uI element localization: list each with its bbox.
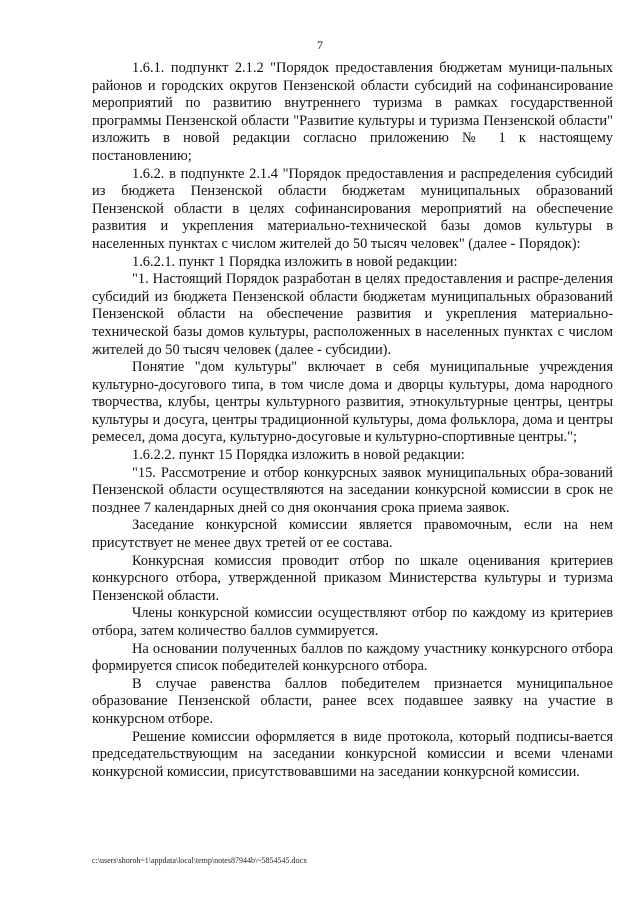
paragraph: 1.6.1. подпункт 2.1.2 "Порядок предоставления бюджетам муници-пальных районов и городских округов Пензенской области субсидий на софинансирование мероприятий по развитию внутреннего туризма в рамках государственной программы Пензенской области "Развитие культуры и туризма Пензенской области" изложить в новой редакции согласно приложению № 1 к настоящему постановлению; <box>92 60 613 164</box>
paragraph: "1. Настоящий Порядок разработан в целях предоставления и распре-деления субсидий из бюджета Пензенской области бюджетам муниципальных образований Пензенской области на обеспечение развития и укрепления материально-технической базы домов культуры, расположенных в населенных пунктах с числом жителей до 50 тысяч человек (далее - субсидии). <box>92 271 613 358</box>
paragraph: В случае равенства баллов победителем признается муниципальное образование Пензенской области, ранее всех подавшее заявку на участие в конкурсном отборе. <box>92 675 613 727</box>
page-number: 7 <box>317 38 323 52</box>
paragraph: Заседание конкурсной комиссии является правомочным, если на нем присутствует не менее двух третей от ее состава. <box>92 517 613 552</box>
paragraph: На основании полученных баллов по каждому участнику конкурсного отбора формируется список победителей конкурсного отбора. <box>92 640 613 675</box>
paragraph: Конкурсная комиссия проводит отбор по шкале оценивания критериев конкурсного отбора, утвержденной приказом Министерства культуры и туризма Пензенской области. <box>92 552 613 604</box>
paragraph: Члены конкурсной комиссии осуществляют отбор по каждому из критериев отбора, затем количество баллов суммируется. <box>92 605 613 639</box>
document-body <box>92 60 613 781</box>
paragraph: "15. Рассмотрение и отбор конкурсных заявок муниципальных обра-зований Пензенской области осуществляются на заседании конкурсной комиссии в срок не позднее 7 календарных дней со дня окончания срока приема заявок. <box>92 464 613 516</box>
footer-file-path: c:\users\shoroh~1\appdata\local\temp\notes87944b\~5854545.docx <box>92 856 308 865</box>
paragraph: Решение комиссии оформляется в виде протокола, который подписы-вается председательствующим на заседании конкурсной комиссии и всеми членами конкурсной комиссии, присутствовавшими на заседании конкурсной комиссии. <box>92 728 613 780</box>
paragraph: 1.6.2.1. пункт 1 Порядка изложить в новой редакции: <box>132 253 458 270</box>
paragraph: 1.6.2.2. пункт 15 Порядка изложить в новой редакции: <box>132 447 465 464</box>
paragraph: Понятие "дом культуры" включает в себя муниципальные учреждения культурно-досугового типа, в том числе дома и дворцы культуры, дома народного творчества, клубы, центры культурного развития, этнокультурные центры, центры культуры и досуга, центры традиционной культуры, дома фольклора, дома и центры ремесел, дома досуга, культурно-досуговые и культурно-спортивные центры."; <box>92 359 613 446</box>
paragraph: 1.6.2. в подпункте 2.1.4 "Порядок предоставления и распределения субсидий из бюджета Пензенской области бюджетам муниципальных образований Пензенской области в целях софинансирования мероприятий на обеспечение развития и укрепления материально-технической базы домов культуры в населенных пунктах с числом жителей до 50 тысяч человек" (далее - Порядок): <box>92 165 613 252</box>
